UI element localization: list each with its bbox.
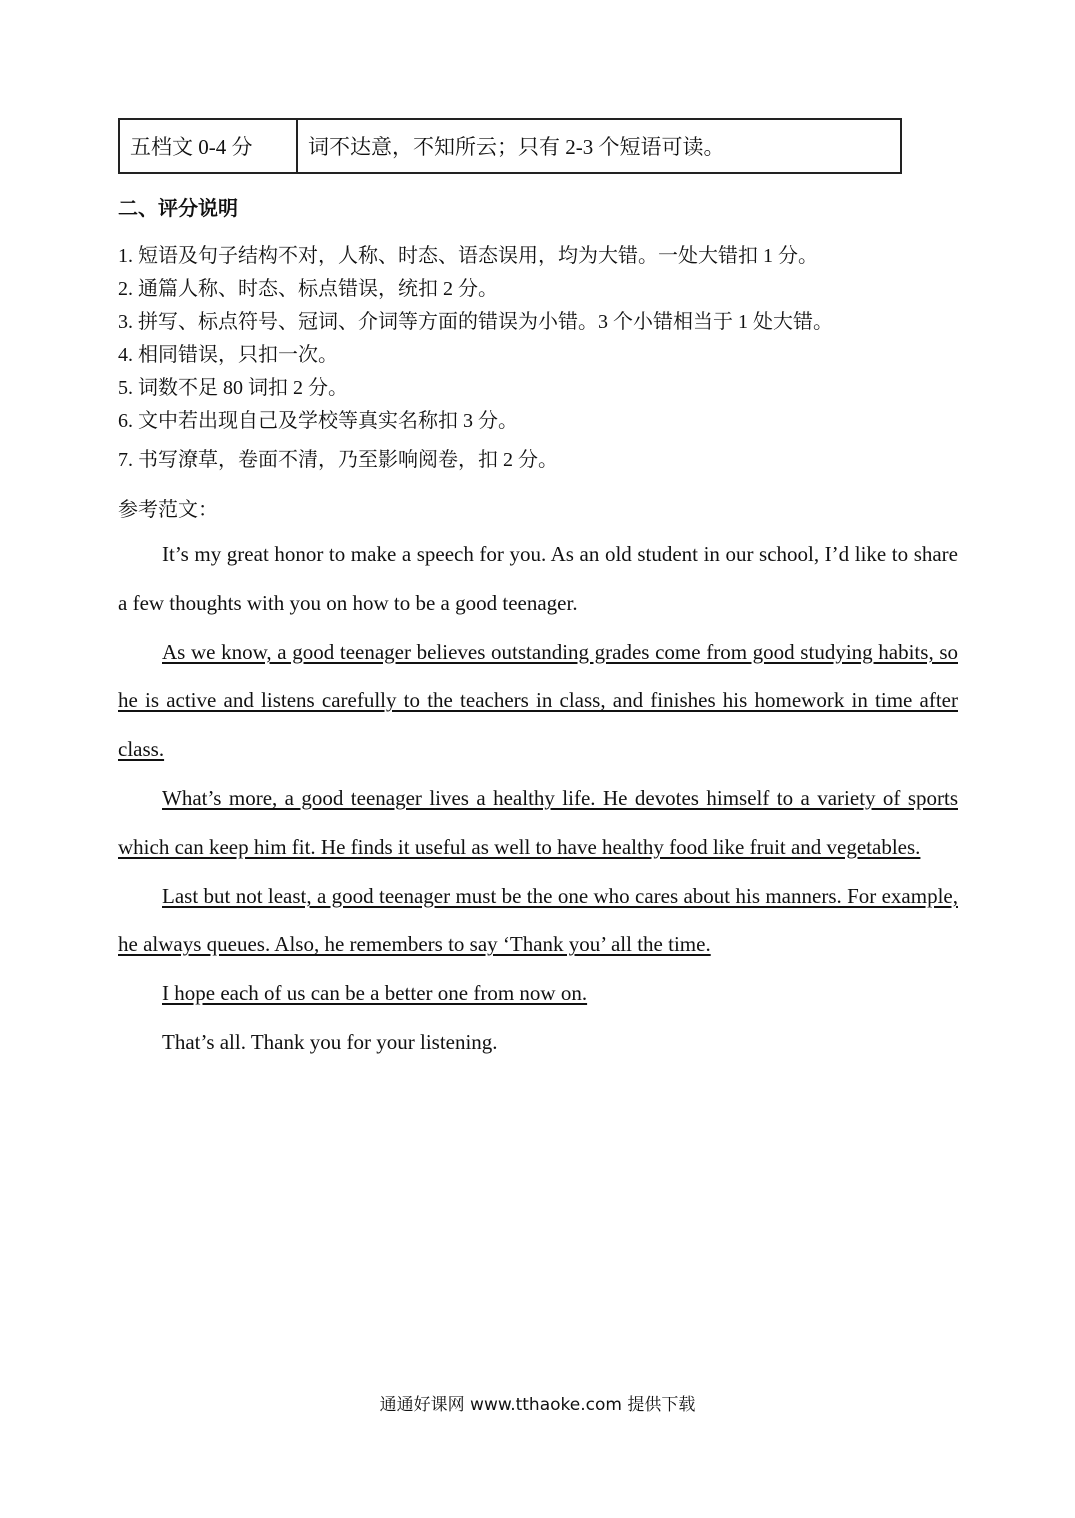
rule-item: 6. 文中若出现自己及学校等真实名称扣 3 分。 <box>118 410 518 432</box>
scoring-rules-list <box>118 240 833 477</box>
section-title: 二、评分说明 <box>118 196 238 220</box>
underlined-text: As we know, a good teenager believes outstanding grades come from good studying habits, so he is active and listens carefully to the teachers in class, and finishes his homework in time after class. <box>118 639 958 762</box>
essay-paragraph <box>118 628 958 774</box>
essay-paragraph <box>118 969 958 1018</box>
underlined-text: Last but not least, a good teenager must be the one who cares about his manners. For example, he always queues. Also, he remembers to say ‘Thank you’ all the time. <box>118 883 958 957</box>
sample-essay <box>118 530 958 1067</box>
rule-item: 3. 拼写、标点符号、冠词、介词等方面的错误为小错。3 个小错相当于 1 处大错。 <box>118 311 833 333</box>
grade-description-cell: 词不达意，不知所云；只有 2-3 个短语可读。 <box>297 119 901 173</box>
essay-paragraph: That’s all. Thank you for your listening. <box>162 1029 498 1054</box>
underlined-text: What’s more, a good teenager lives a healthy life. He devotes himself to a variety of sports which can keep him fit. He finds it useful as well to have healthy food like fruit and vegetables. <box>118 785 958 859</box>
rule-item: 2. 通篇人称、时态、标点错误，统扣 2 分。 <box>118 278 498 300</box>
rule-item: 5. 词数不足 80 词扣 2 分。 <box>118 377 348 399</box>
rule-item: 1. 短语及句子结构不对，人称、时态、语态误用，均为大错。一处大错扣 1 分。 <box>118 245 818 267</box>
reference-label: 参考范文： <box>118 499 218 521</box>
essay-paragraph <box>118 774 958 872</box>
rule-item: 4. 相同错误，只扣一次。 <box>118 344 338 366</box>
underlined-text: I hope each of us can be a better one from now on. <box>162 981 588 1006</box>
grade-level-cell: 五档文 0-4 分 <box>119 119 297 173</box>
essay-paragraph: It’s my great honor to make a speech for you. As an old student in our school, I’d like to share a few thoughts with you on how to be a good teenager. <box>118 542 958 615</box>
rule-item: 7. 书写潦草，卷面不清，乃至影响阅卷，扣 2 分。 <box>118 449 558 471</box>
essay-paragraph <box>118 872 958 970</box>
footer-text: 通通好课网 www.tthaoke.com 提供下载 <box>379 1395 696 1415</box>
grading-row <box>119 119 901 173</box>
grading-table <box>118 118 902 174</box>
